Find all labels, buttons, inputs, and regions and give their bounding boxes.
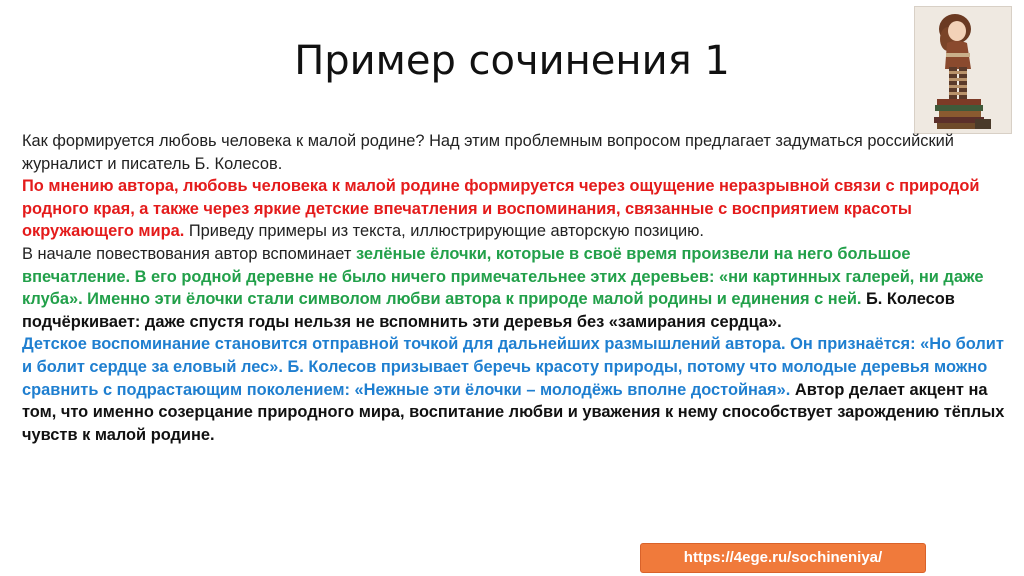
author-position-paragraph — [22, 175, 1012, 243]
example1-comment: Б. Колесов подчёркивает: даже спустя годы нельзя не вспомнить эти деревья без «замирания сердца». — [22, 290, 955, 331]
essay-text — [22, 130, 1012, 446]
example1-lead-text: В начале повествования автор вспоминает — [22, 244, 356, 263]
author-position-highlight: По мнению автора, любовь человека к малой родине формируется через ощущение неразрывной связи с природой родного края, а также через яркие детские впечатления и воспоминания, связанные с восприятием красоты окружающего мира. — [22, 177, 980, 241]
girl-on-books-image — [914, 6, 1012, 134]
intro-paragraph: Как формируется любовь человека к малой родине? Над этим проблемным вопросом предлагает задуматься российский журналист и писатель Б. Колесов. — [22, 132, 954, 173]
example2-highlight: Детское воспоминание становится отправной точкой для дальнейших размышлений автора. Он признаётся: «Но болит и болит сердце за еловый лес». Б. Колесов призывает беречь красоту природы, потому что молодые деревья можно сравнить с подрастающим поколением: «Нежные эти ёлочки – молодёжь вполне достойная». — [22, 335, 1004, 399]
example1-paragraph — [22, 243, 1012, 333]
conclusion-text: Автор делает акцент на том, что именно созерцание природного мира, воспитание любви и уважения к нему способствует зарождению тёплых чувств к малой родине. — [22, 380, 1005, 444]
examples-intro-text: Приведу примеры из текста, иллюстрирующие авторскую позицию. — [184, 222, 704, 241]
example1-highlight: зелёные ёлочки, которые в своё время произвели на него большое впечатление. В его родной деревне не было ничего примечательнее этих деревьев: «ни картинных галерей, ни даже клуба». Именно эти ёлочки стали символом любви автора к природе малой родины и единения с ней. — [22, 244, 984, 309]
slide-title: Пример сочинения 1 — [294, 38, 730, 84]
example2-paragraph — [22, 333, 1012, 446]
source-link-button[interactable]: https://4ege.ru/sochineniya/ — [640, 543, 926, 573]
girl-on-books-illustration — [915, 7, 1011, 133]
